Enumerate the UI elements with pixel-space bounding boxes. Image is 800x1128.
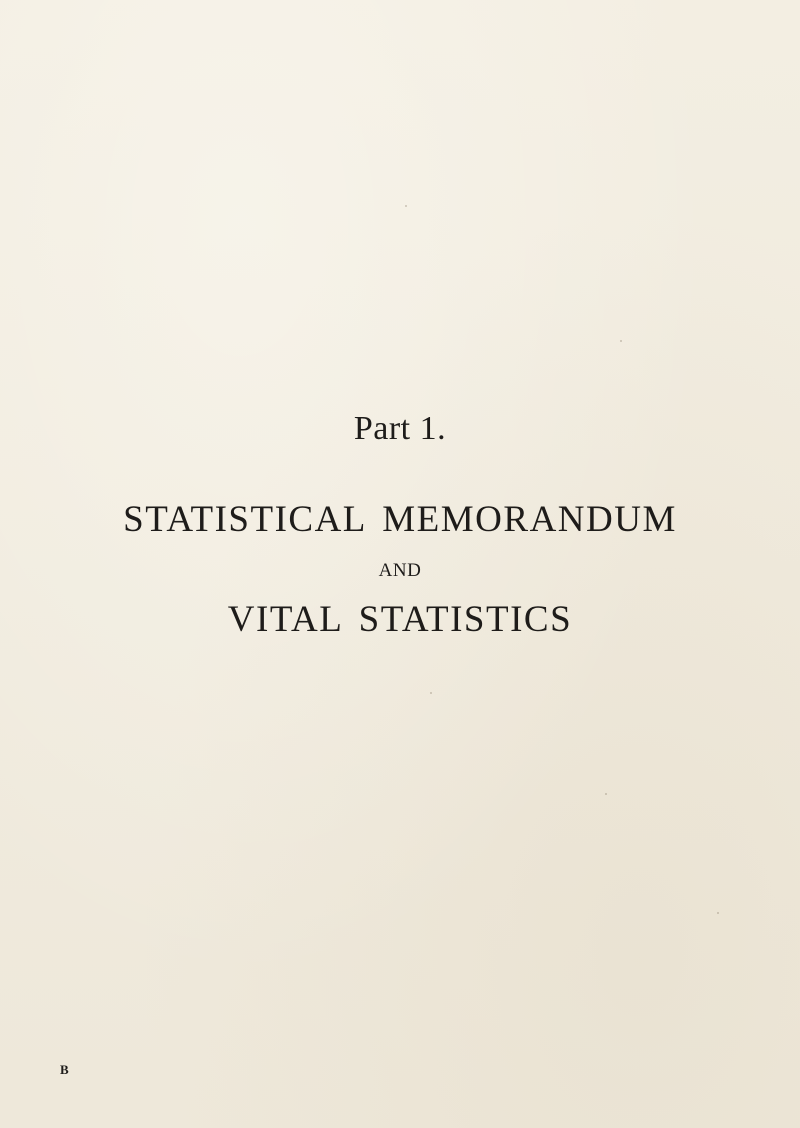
section-subtitle: VITAL STATISTICS (227, 599, 573, 640)
paper-speck (717, 912, 719, 914)
signature-mark: B (60, 1062, 69, 1077)
paper-speck (620, 340, 622, 342)
paper-speck (430, 692, 432, 694)
title-conjunction: AND (378, 560, 422, 581)
paper-speck (605, 793, 607, 795)
section-title: STATISTICAL MEMORANDUM (123, 499, 677, 540)
part-heading: Part 1. (353, 410, 447, 447)
paper-speck (405, 205, 407, 207)
